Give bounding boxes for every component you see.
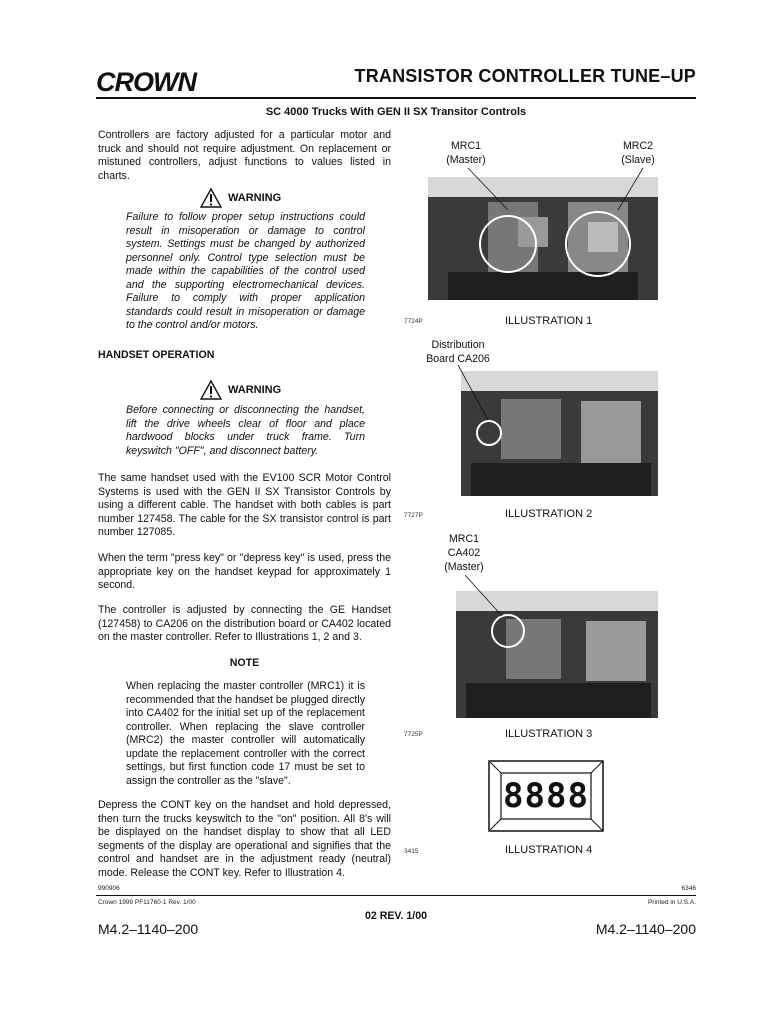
warning-icon [200,188,222,208]
callout-label: MRC1 CA402 (Master) [444,533,484,573]
footer-code-right: 6346 [681,885,696,892]
figure-code: 3415 [404,848,419,855]
footer-copyright: Crown 1999 PF11760-1 Rev. 1/00 [98,899,196,906]
callout-label: Distribution Board CA206 [426,339,490,365]
crown-logo [96,64,206,98]
callout-leader-lines [440,570,520,630]
footer-printed: Printed in U.S.A. [647,899,696,906]
figure-code: 7725P [404,731,423,738]
handset-display [488,760,604,832]
figure-code: 7727P [404,512,423,519]
figure-code: 7724P [404,318,423,325]
note-label: NOTE [229,657,260,669]
warning-label: WARNING [228,192,282,204]
body-paragraph: When the term "press key" or "depress key" is used, press the appropriate key on the handset keypad for approximately 1 second. [98,552,391,591]
warning-text: Failure to follow proper setup instructions could result in misoperation or damage to control system. Settings must be changed by authorized personnel only. Control type selection must be made within the capabilities of the control used and the supporting electromechanical devices. Failure to comply with proper application standards could result in misoperation or damage to the control and/or motors. [126,211,365,331]
note-text: When replacing the master controller (MRC1) it is recommended that the handset be plugged directly into CA402 for the initial set up of the replacement controller. When replacing the slave controller (MRC2) the master controller will automatically update the replacement controller with the correct settings, but first function code 17 must be set to assign the controller as the "slave". [126,680,365,787]
body-paragraph: The same handset used with the EV100 SCR Motor Control Systems is used with the GEN II SX Transistor Controls by using a different cable. The handset with both cables is part number 127458. The cable for the SX transistor control is part number 127085. [98,472,391,538]
callout-label: MRC2 (Slave) [621,140,655,166]
intro-paragraph: Controllers are factory adjusted for a particular motor and truck and should not require adjustment. On replacement or mistuned controllers, adjust functions to values listed in charts. [98,129,391,182]
illustration-caption: ILLUSTRATION 1 [505,315,593,327]
header-rule [96,97,696,99]
warning-icon [200,380,222,400]
page-subtitle: SC 4000 Trucks With GEN II SX Transitor Controls [265,106,527,118]
illustration-caption: ILLUSTRATION 4 [505,844,593,856]
callout-leader-lines [428,160,668,230]
callout-leader-lines [440,360,520,440]
callout-label: MRC1 (Master) [446,140,486,166]
footer-rule [96,895,696,896]
display-digits: 8888 [503,776,589,816]
document-number-left: M4.2–1140–200 [98,921,199,937]
illustration-caption: ILLUSTRATION 2 [505,508,593,520]
footer-code-left: 990906 [98,885,120,892]
body-paragraph: The controller is adjusted by connecting the GE Handset (127458) to CA206 on the distribution board or CA402 located on the master controller. Refer to Illustrations 1, 2 and 3. [98,604,391,643]
page-title: TRANSISTOR CONTROLLER TUNE–UP [354,66,696,86]
illustration-caption: ILLUSTRATION 3 [505,728,593,740]
warning-header [200,188,281,208]
section-heading: HANDSET OPERATION [98,349,215,361]
footer-revision: 02 REV. 1/00 [364,910,428,922]
body-paragraph: Depress the CONT key on the handset and hold depressed, then turn the trucks keyswitch to the "on" position. All 8's will be displayed on the handset display to show that all LED segments of the display are operational and signifies that the control and handset are in the adjustment ready (neutral) mode. Release the CONT key. Refer to Illustration 4. [98,799,391,879]
document-number-right: M4.2–1140–200 [595,921,696,937]
warning-label: WARNING [228,384,282,396]
warning-header [200,380,281,400]
svg-text:CROWN: CROWN [96,67,196,97]
warning-text: Before connecting or disconnecting the handset, lift the drive wheels clear of floor and place hardwood blocks under truck frame. Turn keyswitch "OFF", and disconnect battery. [126,404,365,457]
